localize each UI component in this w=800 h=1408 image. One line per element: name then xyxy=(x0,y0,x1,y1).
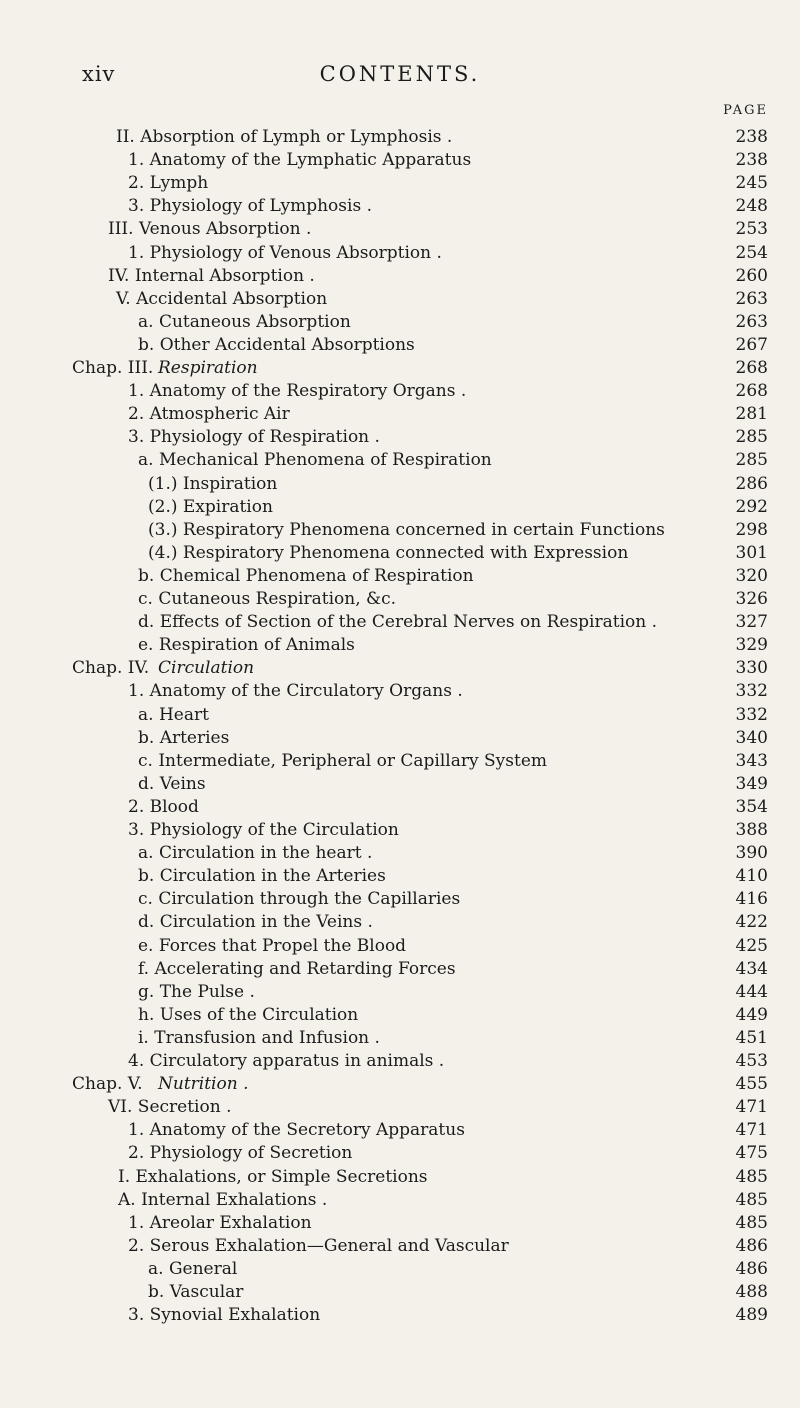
entry-title: A. Internal Exhalations . xyxy=(118,1189,328,1210)
entry-page: 471 xyxy=(735,1097,768,1118)
entry-page: 416 xyxy=(735,889,768,910)
entry-page: 332 xyxy=(735,704,768,725)
running-title: CONTENTS. xyxy=(319,62,481,86)
entry-page: 238 xyxy=(735,150,768,171)
toc-entry xyxy=(0,334,800,356)
toc-entry xyxy=(0,288,800,310)
entry-title: d. Veins xyxy=(138,773,206,794)
entry-page: 486 xyxy=(735,1235,768,1256)
toc-entry xyxy=(0,935,800,957)
entry-title: VI. Secretion . xyxy=(108,1097,232,1118)
toc-entry xyxy=(0,357,800,379)
entry-page: 340 xyxy=(735,727,768,748)
entry-page: 281 xyxy=(735,404,768,425)
entry-page: 451 xyxy=(735,1027,768,1048)
entry-page: 330 xyxy=(735,658,768,679)
entry-title: 1. Anatomy of the Respiratory Organs . xyxy=(128,381,467,402)
entry-page: 388 xyxy=(735,820,768,840)
entry-page: 444 xyxy=(735,981,768,1002)
entry-page: 485 xyxy=(735,1189,768,1210)
toc-entry xyxy=(0,1258,800,1280)
entry-page: 298 xyxy=(735,519,768,540)
toc-entry xyxy=(0,865,800,887)
toc-entry xyxy=(0,242,800,264)
entry-title: 1. Anatomy of the Lymphatic Apparatus xyxy=(128,150,472,171)
entry-title: c. Circulation through the Capillaries xyxy=(138,889,461,910)
entry-page: 343 xyxy=(735,750,768,771)
page-column-label: PAGE xyxy=(723,103,768,118)
entry-page: 449 xyxy=(735,1004,768,1025)
entry-title: b. Arteries xyxy=(138,727,230,748)
entry-title: III. Venous Absorption . xyxy=(108,219,312,240)
toc-entry xyxy=(0,1235,800,1257)
toc-entry xyxy=(0,958,800,980)
toc-entry xyxy=(0,1304,800,1326)
toc-entry xyxy=(0,888,800,910)
entry-title: Respiration xyxy=(158,358,258,378)
entry-title: 2. Lymph xyxy=(128,173,209,194)
entry-title: e. Forces that Propel the Blood xyxy=(138,935,407,956)
entry-page: 327 xyxy=(735,612,768,633)
toc-entry xyxy=(0,403,800,425)
entry-page: 320 xyxy=(735,565,768,586)
entry-page: 453 xyxy=(735,1051,768,1071)
entry-title: (3.) Respiratory Phenomena concerned in certain Functions xyxy=(148,519,665,540)
toc-entry xyxy=(0,473,800,495)
toc-entry xyxy=(0,1096,800,1118)
entry-page: 390 xyxy=(735,843,768,864)
toc-entry xyxy=(0,1073,800,1095)
entry-title: e. Respiration of Animals xyxy=(138,635,355,656)
entry-title: II. Absorption of Lymph or Lymphosis . xyxy=(116,127,453,147)
chapter-prefix: Chap. III. xyxy=(72,358,154,378)
toc-entry xyxy=(0,657,800,679)
entry-title: V. Accidental Absorption xyxy=(116,288,328,309)
entry-page: 485 xyxy=(735,1212,768,1233)
entry-title: 1. Anatomy of the Secretory Apparatus xyxy=(128,1120,465,1141)
toc-entry xyxy=(0,588,800,610)
entry-page: 245 xyxy=(735,173,768,194)
entry-page: 471 xyxy=(735,1120,768,1141)
entry-page: 268 xyxy=(735,381,768,402)
entry-page: 329 xyxy=(735,635,768,656)
entry-page: 349 xyxy=(735,773,768,794)
entry-title: a. Cutaneous Absorption xyxy=(138,311,351,332)
entry-title: b. Circulation in the Arteries xyxy=(138,866,386,887)
entry-title: (2.) Expiration xyxy=(148,496,273,517)
chapter-prefix: Chap. IV. xyxy=(72,658,150,679)
entry-title: 1. Physiology of Venous Absorption . xyxy=(128,242,442,263)
toc-entry xyxy=(0,981,800,1003)
entry-page: 301 xyxy=(735,542,768,563)
toc-entry xyxy=(0,519,800,541)
entry-title: g. The Pulse . xyxy=(138,981,255,1002)
toc-entry xyxy=(0,565,800,587)
toc-entry xyxy=(0,750,800,772)
toc-entry xyxy=(0,1189,800,1211)
entry-page: 268 xyxy=(735,358,768,378)
toc-entry xyxy=(0,542,800,564)
entry-page: 263 xyxy=(735,311,768,332)
toc-entry xyxy=(0,704,800,726)
entry-title: d. Effects of Section of the Cerebral Nerves on Respiration . xyxy=(138,612,658,633)
page-number: xiv xyxy=(82,62,116,86)
entry-page: 422 xyxy=(735,912,768,933)
entry-page: 486 xyxy=(735,1258,768,1279)
toc-entry xyxy=(0,311,800,333)
entry-title: I. Exhalations, or Simple Secretions xyxy=(118,1166,428,1187)
entry-title: c. Intermediate, Peripheral or Capillary System xyxy=(138,750,547,771)
entry-page: 263 xyxy=(735,288,768,309)
entry-page: 489 xyxy=(735,1305,768,1326)
toc-entry xyxy=(0,1281,800,1303)
entry-title: 3. Physiology of the Circulation xyxy=(128,820,399,840)
toc-entry xyxy=(0,819,800,841)
toc-entry xyxy=(0,172,800,194)
entry-title: f. Accelerating and Retarding Forces xyxy=(138,958,456,979)
entry-page: 285 xyxy=(735,450,768,471)
entry-page: 455 xyxy=(735,1074,768,1095)
entry-page: 248 xyxy=(735,196,768,217)
entry-page: 267 xyxy=(735,334,768,355)
entry-title: a. General xyxy=(148,1258,238,1279)
entry-title: 3. Physiology of Lymphosis . xyxy=(128,196,372,217)
toc-entry xyxy=(0,1119,800,1141)
entry-title: 4. Circulatory apparatus in animals . xyxy=(128,1051,445,1071)
toc-entry xyxy=(0,496,800,518)
entry-page: 410 xyxy=(735,866,768,887)
entry-page: 260 xyxy=(735,265,768,286)
toc-entry xyxy=(0,634,800,656)
entry-title: h. Uses of the Circulation xyxy=(138,1004,359,1025)
entry-page: 354 xyxy=(735,796,768,817)
entry-page: 332 xyxy=(735,681,768,702)
entry-page: 475 xyxy=(735,1143,768,1164)
entry-title: 1. Anatomy of the Circulatory Organs . xyxy=(128,681,463,702)
toc-entry xyxy=(0,449,800,471)
entry-page: 285 xyxy=(735,427,768,448)
entry-title: b. Other Accidental Absorptions xyxy=(138,334,415,355)
entry-page: 425 xyxy=(735,935,768,956)
entry-title: 1. Areolar Exhalation xyxy=(128,1212,312,1233)
entry-page: 488 xyxy=(735,1282,768,1302)
toc-entry xyxy=(0,796,800,818)
entry-page: 286 xyxy=(735,473,768,494)
entry-page: 292 xyxy=(735,496,768,517)
toc-entry xyxy=(0,265,800,287)
toc-entry xyxy=(0,1166,800,1188)
toc-entry xyxy=(0,426,800,448)
toc-entry xyxy=(0,842,800,864)
entry-title: i. Transfusion and Infusion . xyxy=(138,1027,380,1048)
entry-title: IV. Internal Absorption . xyxy=(108,265,315,286)
entry-title: Nutrition . xyxy=(158,1074,249,1095)
entry-title: 3. Synovial Exhalation xyxy=(128,1305,321,1326)
entry-title: 2. Blood xyxy=(128,796,199,817)
toc-entry xyxy=(0,1027,800,1049)
toc-entry xyxy=(0,680,800,702)
toc-entry xyxy=(0,1212,800,1234)
entry-page: 254 xyxy=(735,242,768,263)
toc-entry xyxy=(0,149,800,171)
toc-entry xyxy=(0,611,800,633)
page-header xyxy=(0,62,800,92)
entry-title: 2. Atmospheric Air xyxy=(128,404,290,425)
toc-entry xyxy=(0,218,800,240)
entry-title: 3. Physiology of Respiration . xyxy=(128,427,380,448)
entry-title: (4.) Respiratory Phenomena connected with Expression xyxy=(148,542,629,563)
entry-title: a. Heart xyxy=(138,704,209,725)
entry-page: 238 xyxy=(735,127,768,147)
toc-entry xyxy=(0,195,800,217)
entry-title: d. Circulation in the Veins . xyxy=(138,912,373,933)
toc-entry xyxy=(0,1142,800,1164)
entry-title: Circulation xyxy=(158,658,255,679)
entry-page: 326 xyxy=(735,589,768,609)
toc-entry xyxy=(0,126,800,148)
entry-page: 485 xyxy=(735,1166,768,1187)
toc-entry xyxy=(0,1050,800,1072)
entry-title: c. Cutaneous Respiration, &c. xyxy=(138,589,397,609)
entry-title: b. Vascular xyxy=(148,1282,244,1302)
entry-title: a. Mechanical Phenomena of Respiration xyxy=(138,450,492,471)
entry-title: a. Circulation in the heart . xyxy=(138,843,373,864)
entry-page: 434 xyxy=(735,958,768,979)
entry-page: 253 xyxy=(735,219,768,240)
entry-title: b. Chemical Phenomena of Respiration xyxy=(138,565,474,586)
toc-entry xyxy=(0,773,800,795)
toc-entry xyxy=(0,911,800,933)
entry-title: 2. Serous Exhalation—General and Vascular xyxy=(128,1235,509,1256)
toc-entry xyxy=(0,727,800,749)
entry-title: 2. Physiology of Secretion xyxy=(128,1143,353,1164)
toc-entry xyxy=(0,1004,800,1026)
chapter-prefix: Chap. V. xyxy=(72,1074,143,1095)
toc-entry xyxy=(0,380,800,402)
entry-title: (1.) Inspiration xyxy=(148,473,278,494)
